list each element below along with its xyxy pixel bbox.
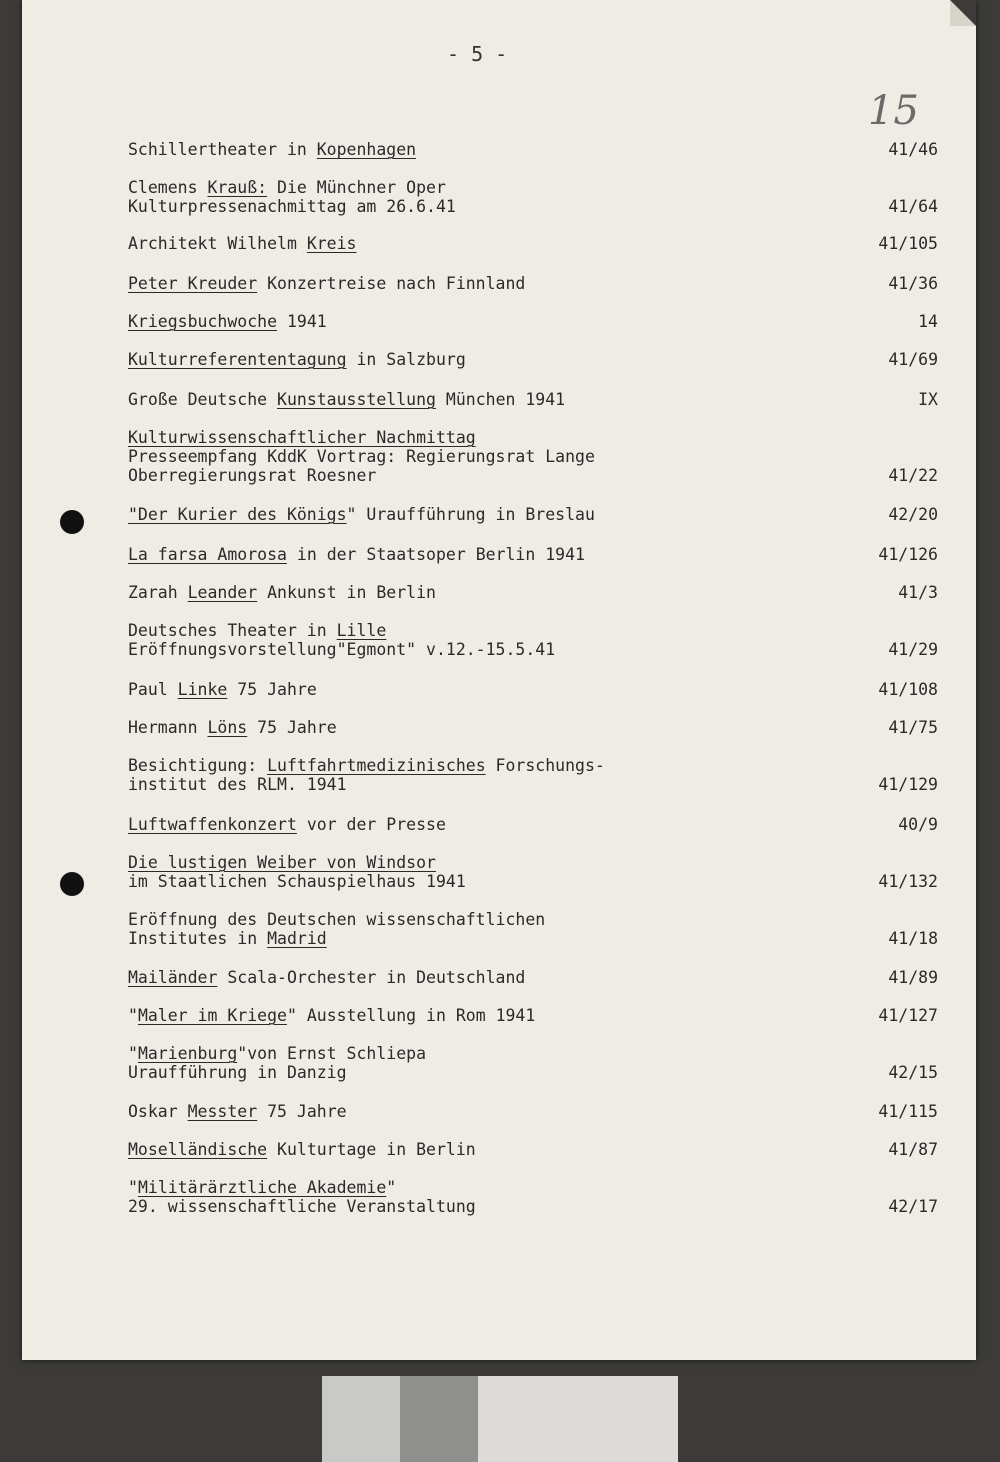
entry-line (128, 968, 525, 987)
index-entry (128, 968, 938, 987)
entry-keyword: Kulturwissenschaftlicher Nachmittag (128, 428, 476, 447)
entry-line (128, 1006, 535, 1025)
entry-reference: 41/105 (878, 234, 938, 253)
entry-text: " (128, 1178, 138, 1197)
entry-keyword: Kunstausstellung (277, 390, 436, 409)
entry-reference: 14 (918, 312, 938, 331)
entry-keyword: Madrid (267, 929, 327, 948)
gray-patch (478, 1376, 678, 1462)
entry-line (128, 640, 555, 659)
entry-text: Architekt Wilhelm (128, 234, 307, 253)
entry-reference: 41/132 (878, 872, 938, 891)
entry-keyword: Krauß: (207, 178, 268, 197)
entry-reference: 41/126 (878, 545, 938, 564)
entry-keyword: Luftfahrtmedizinisches (267, 756, 486, 775)
index-entry (128, 234, 938, 253)
folded-corner (950, 0, 976, 26)
entry-keyword: Kulturreferententagung (128, 350, 347, 369)
entry-reference: 41/75 (888, 718, 938, 737)
entry-title (128, 756, 605, 794)
gray-patch (400, 1376, 478, 1462)
entry-text: 75 Jahre (247, 718, 337, 737)
entry-text: Kulturpressenachmittag am 26.6.41 (128, 197, 456, 216)
entry-line (128, 756, 605, 775)
entry-text: Paul (128, 680, 178, 699)
index-entry (128, 910, 938, 948)
entry-text: "von Ernst Schliepa (237, 1044, 427, 1063)
entry-text: Hermann (128, 718, 208, 737)
entry-reference: 41/127 (878, 1006, 938, 1025)
index-entry (128, 680, 938, 699)
entry-title (128, 140, 416, 159)
entry-line (128, 1102, 347, 1121)
entry-keyword: Kreis (306, 234, 357, 253)
entry-line (128, 815, 446, 834)
entry-text: 75 Jahre (257, 1102, 347, 1121)
entry-keyword: Löns (207, 718, 248, 737)
entry-reference: 41/36 (888, 274, 938, 293)
entry-reference: 41/129 (878, 775, 938, 794)
entry-reference: 42/20 (888, 505, 938, 524)
entry-line (128, 929, 545, 948)
index-entry (128, 140, 938, 159)
entry-keyword: Maler im Kriege (137, 1006, 287, 1025)
entry-line (128, 390, 565, 409)
entry-line (128, 545, 585, 564)
entry-text: Schillertheater in (128, 140, 317, 159)
index-entry (128, 505, 938, 524)
index-entry (128, 428, 938, 485)
entry-keyword: Kopenhagen (316, 140, 417, 159)
entry-text: Konzertreise nach Finnland (257, 274, 526, 293)
entry-line (128, 872, 466, 891)
entry-text: Ankunst in Berlin (257, 583, 436, 602)
entry-reference: 41/87 (888, 1140, 938, 1159)
entry-reference: 41/108 (878, 680, 938, 699)
entry-text: 75 Jahre (227, 680, 317, 699)
entry-text: Eröffnungsvorstellung"Egmont" v.12.-15.5.41 (128, 640, 556, 659)
entry-text: Eröffnung des Deutschen wissenschaftlichen (128, 910, 546, 929)
entry-title (128, 274, 525, 293)
index-entry (128, 815, 938, 834)
entry-title (128, 390, 565, 409)
entry-line (128, 197, 456, 216)
entry-title (128, 545, 585, 564)
entry-text: " Ausstellung in Rom 1941 (286, 1006, 536, 1025)
entry-line (128, 680, 317, 699)
entry-text: in der Staatsoper Berlin 1941 (286, 545, 585, 564)
index-entry (128, 1006, 938, 1025)
entry-text: Clemens (128, 178, 208, 197)
entry-keyword: Mailänder (128, 968, 218, 987)
entry-keyword: Linke (177, 680, 228, 699)
entry-title (128, 234, 356, 253)
entry-title (128, 505, 595, 524)
entry-keyword: Kriegsbuchwoche (128, 312, 278, 331)
entry-keyword: Marienburg (137, 1044, 238, 1063)
entry-keyword: Messter (187, 1102, 258, 1121)
entry-reference: 41/22 (888, 466, 938, 485)
entry-line (128, 621, 555, 640)
entry-title (128, 1044, 426, 1082)
punch-hole (60, 510, 84, 534)
index-entry (128, 350, 938, 369)
handwritten-mark: 15 (868, 88, 919, 134)
entry-keyword: Peter Kreuder (128, 274, 258, 293)
index-entry (128, 390, 938, 409)
index-entry (128, 1102, 938, 1121)
entry-keyword: Leander (187, 583, 258, 602)
entry-keyword: Moselländische (128, 1140, 268, 1159)
entry-text: " (128, 1006, 138, 1025)
entry-title (128, 968, 525, 987)
entry-line (128, 1140, 476, 1159)
index-entry (128, 1044, 938, 1082)
entry-text: 1941 (277, 312, 327, 331)
entry-text: Deutsches Theater in (128, 621, 337, 640)
index-entry (128, 853, 938, 891)
entry-title (128, 853, 466, 891)
entry-text: institut des RLM. 1941 (128, 775, 347, 794)
entry-line (128, 505, 595, 524)
entry-title (128, 910, 545, 948)
entry-line (128, 312, 327, 331)
entry-text: Besichtigung: (128, 756, 268, 775)
entry-text: 29. wissenschaftliche Veranstaltung (128, 1197, 476, 1216)
entry-text: Institutes in (128, 929, 268, 948)
entry-text: " (386, 1178, 397, 1197)
entry-text: Scala-Orchester in Deutschland (217, 968, 526, 987)
entry-line (128, 140, 416, 159)
entry-reference: IX (918, 390, 938, 409)
entry-reference: 41/46 (888, 140, 938, 159)
entry-reference: 40/9 (898, 815, 938, 834)
page-number: - 5 - (447, 42, 508, 66)
entry-reference: 41/3 (898, 583, 938, 602)
entry-text: vor der Presse (296, 815, 446, 834)
entry-text: Oskar (128, 1102, 188, 1121)
entry-text: Die Münchner Oper (267, 178, 446, 197)
entry-keyword: Die lustigen Weiber von Windsor (128, 853, 436, 872)
index-entry (128, 274, 938, 293)
entry-line (128, 234, 356, 253)
entry-text: in Salzburg (346, 350, 466, 369)
entry-reference: 41/115 (878, 1102, 938, 1121)
entry-reference: 41/69 (888, 350, 938, 369)
entry-keyword: Luftwaffenkonzert (128, 815, 297, 834)
punch-hole (60, 872, 84, 896)
entry-line (128, 1063, 426, 1082)
entry-keyword: "Der Kurier des Königs (128, 505, 347, 524)
entry-reference: 42/15 (888, 1063, 938, 1082)
entry-text: Oberregierungsrat Roesner (128, 466, 377, 485)
entry-line (128, 718, 337, 737)
index-entry (128, 178, 938, 216)
entry-line (128, 428, 595, 447)
entry-line (128, 178, 456, 197)
entry-title (128, 1140, 476, 1159)
entry-reference: 41/89 (888, 968, 938, 987)
entry-reference: 41/29 (888, 640, 938, 659)
entry-text: Zarah (128, 583, 188, 602)
entry-text: Uraufführung in Danzig (128, 1063, 347, 1082)
index-entry (128, 621, 938, 659)
entry-title (128, 621, 555, 659)
entry-title (128, 350, 466, 369)
entry-reference: 41/64 (888, 197, 938, 216)
entry-title (128, 1006, 535, 1025)
entry-keyword: Militärärztliche Akademie (137, 1178, 387, 1197)
entry-line (128, 1044, 426, 1063)
entry-line (128, 447, 595, 466)
index-entry (128, 312, 938, 331)
index-entry (128, 1140, 938, 1159)
entry-title (128, 680, 317, 699)
entry-title (128, 312, 327, 331)
entry-title (128, 178, 456, 216)
entry-title (128, 718, 337, 737)
entry-keyword: Lille (336, 621, 387, 640)
entry-text: Kulturtage in Berlin (267, 1140, 476, 1159)
index-entry (128, 1178, 938, 1216)
entry-title (128, 1178, 476, 1216)
entry-text: München 1941 (435, 390, 566, 409)
entry-title (128, 1102, 347, 1121)
index-entry (128, 545, 938, 564)
entry-text: " (128, 1044, 138, 1063)
index-entry (128, 583, 938, 602)
entry-line (128, 466, 595, 485)
entry-text: im Staatlichen Schauspielhaus 1941 (128, 872, 466, 891)
index-entry (128, 756, 938, 794)
entry-title (128, 428, 595, 485)
entry-line (128, 274, 525, 293)
entry-reference: 42/17 (888, 1197, 938, 1216)
entry-line (128, 853, 466, 872)
entry-title (128, 815, 446, 834)
index-entry (128, 718, 938, 737)
entry-text: Forschungs- (485, 756, 605, 775)
gray-scale-strip (322, 1376, 678, 1462)
entry-reference: 41/18 (888, 929, 938, 948)
entry-keyword: La farsa Amorosa (128, 545, 287, 564)
entry-text: " Uraufführung in Breslau (346, 505, 595, 524)
document-page (22, 0, 976, 1360)
entry-line (128, 350, 466, 369)
entry-text: Presseempfang KddK Vortrag: Regierungsrat Lange (128, 447, 595, 466)
gray-patch (322, 1376, 400, 1462)
entry-text: Große Deutsche (128, 390, 278, 409)
entry-line (128, 1197, 476, 1216)
entry-line (128, 583, 436, 602)
entry-line (128, 1178, 476, 1197)
entry-line (128, 775, 605, 794)
entry-line (128, 910, 545, 929)
entry-title (128, 583, 436, 602)
